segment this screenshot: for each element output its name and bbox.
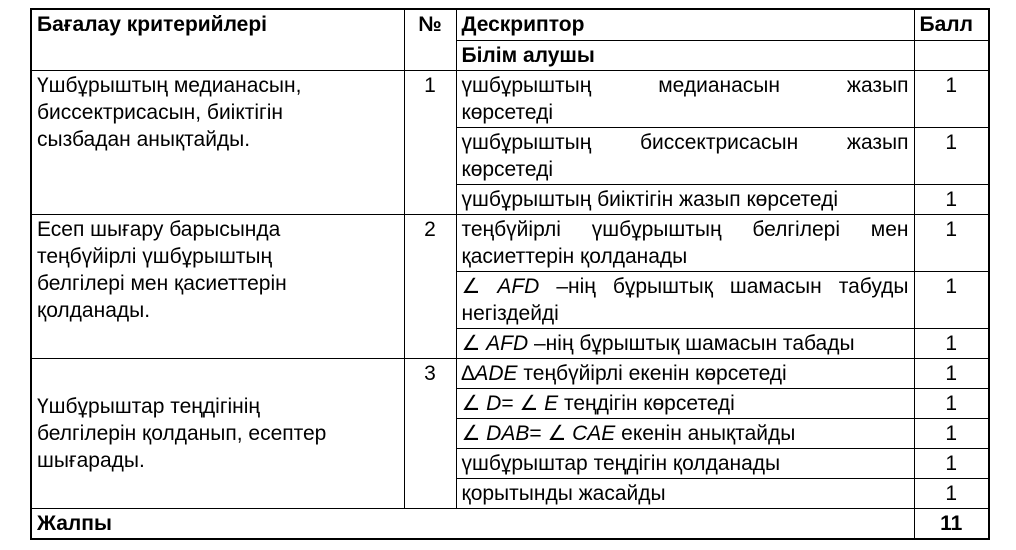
points-cell: 1 <box>914 478 989 508</box>
points-cell: 1 <box>914 70 989 127</box>
criteria-text-line: Үшбұрыштың медианасын, <box>37 73 302 97</box>
rubric-body <box>31 70 989 508</box>
criteria-text-line: Үшбұрыштар теңдігінің <box>37 394 261 418</box>
points-cell: 1 <box>914 271 989 328</box>
descriptor-text-line: ∠ D= ∠ E теңдігін көрсетеді <box>461 391 735 415</box>
descriptor-cell <box>456 418 914 448</box>
descriptor-text-line: көрсетеді <box>461 100 554 124</box>
header-points-cell: Балл <box>914 9 989 40</box>
descriptor-text-line: қасиеттерін қолданады <box>461 244 688 268</box>
descriptor-cell <box>456 328 914 358</box>
descriptor-cell <box>456 127 914 184</box>
points-cell: 1 <box>914 214 989 271</box>
descriptor-text-line: көрсетеді <box>461 157 554 181</box>
criteria-number-cell: 3 <box>404 358 456 508</box>
descriptor-text-line: ∠ DAB= ∠ CAE екенін анықтайды <box>461 421 796 445</box>
points-cell: 1 <box>914 418 989 448</box>
descriptor-text-line: қорытынды жасайды <box>461 481 666 505</box>
total-label-cell: Жалпы <box>31 508 914 539</box>
header-criteria-cell: Бағалау критерийлері <box>31 9 404 70</box>
header-number-cell: № <box>404 9 456 70</box>
criteria-number-cell: 1 <box>404 70 456 214</box>
descriptor-text-line: үшбұрыштар теңдігін қолданады <box>461 451 781 475</box>
points-cell: 1 <box>914 388 989 418</box>
criteria-text-line: Есеп шығару барысында <box>37 217 281 241</box>
header-row-1 <box>31 9 989 40</box>
points-cell: 1 <box>914 184 989 214</box>
descriptor-text-line: үшбұрыштың биссектрисасын жазып <box>461 130 909 154</box>
points-cell: 1 <box>914 448 989 478</box>
criteria-cell <box>31 214 404 358</box>
descriptor-cell <box>456 448 914 478</box>
descriptor-cell <box>456 214 914 271</box>
header-points-empty-cell <box>914 40 989 70</box>
criteria-text-line: белгілері мен қасиеттерін <box>37 271 287 295</box>
descriptor-cell <box>456 388 914 418</box>
descriptor-cell <box>456 271 914 328</box>
criteria-text-line: теңбүйірлі үшбұрыштың <box>37 244 273 268</box>
criteria-text-line: биссектрисасын, биіктігін <box>37 100 283 124</box>
criteria-text-line: шығарады. <box>37 448 145 472</box>
descriptor-text-line: негіздейді <box>461 301 559 325</box>
header-descriptor-sub-cell: Білім алушы <box>456 40 914 70</box>
points-cell: 1 <box>914 127 989 184</box>
descriptor-row <box>31 70 989 127</box>
descriptor-cell <box>456 70 914 127</box>
criteria-number-cell: 2 <box>404 214 456 358</box>
descriptor-text-line: ∆ADE теңбүйірлі екенін көрсетеді <box>461 361 787 385</box>
criteria-cell <box>31 70 404 214</box>
total-points-cell: 11 <box>914 508 989 539</box>
points-cell: 1 <box>914 328 989 358</box>
descriptor-text-line: ∠ AFD –нің бұрыштық шамасын табуды <box>461 274 909 298</box>
descriptor-cell <box>456 184 914 214</box>
criteria-text-line: белгілерін қолданып, есептер <box>37 421 327 445</box>
descriptor-row <box>31 358 989 388</box>
descriptor-text-line: үшбұрыштың биіктігін жазып көрсетеді <box>461 187 838 211</box>
descriptor-cell <box>456 478 914 508</box>
descriptor-cell <box>456 358 914 388</box>
points-cell: 1 <box>914 358 989 388</box>
descriptor-text-line: ∠ AFD –нің бұрыштық шамасын табады <box>461 331 855 355</box>
criteria-cell <box>31 358 404 508</box>
criteria-text-line: қолданады. <box>37 298 151 322</box>
total-row <box>31 508 989 539</box>
header-descriptor-cell: Дескриптор <box>456 9 914 40</box>
descriptor-text-line: теңбүйірлі үшбұрыштың белгілері мен <box>461 217 909 241</box>
descriptor-row <box>31 214 989 271</box>
assessment-rubric-table <box>30 8 990 540</box>
criteria-text-line: сызбадан анықтайды. <box>37 127 251 151</box>
descriptor-text-line: үшбұрыштың медианасын жазып <box>461 73 909 97</box>
